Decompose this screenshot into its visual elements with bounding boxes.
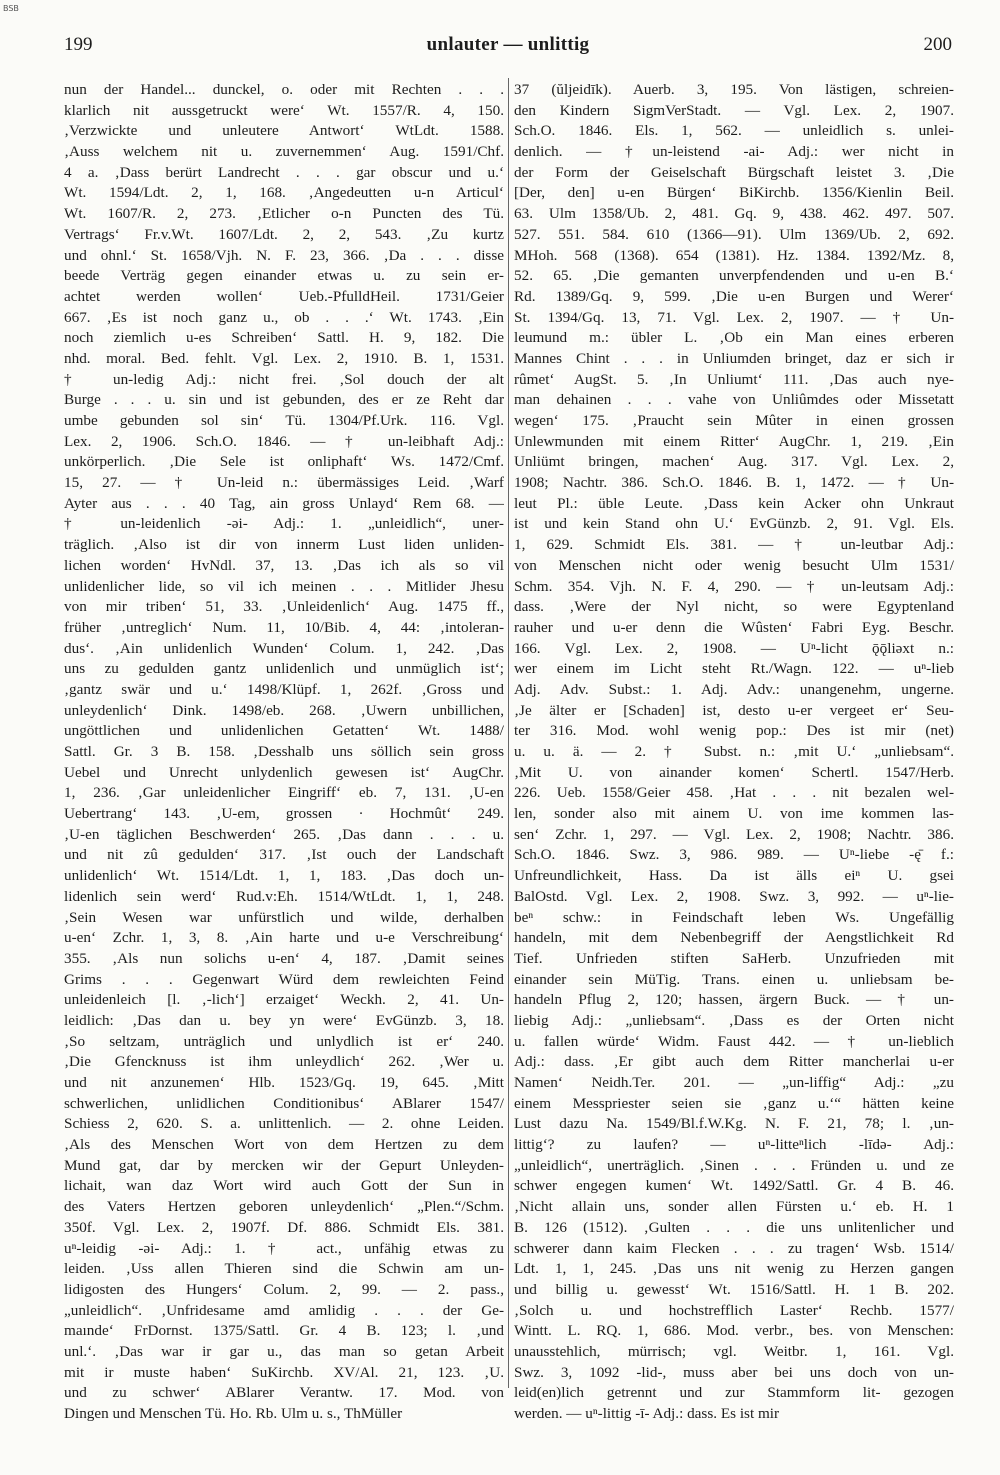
column-divider [508,78,509,1388]
text-line: 1, 629. Schmidt Els. 381. — † un-leutbar Adj.: [514,536,954,554]
text-line: noch ziemlich u-es Schreiben‘ Sattl. H. 9, 182. Die [64,329,504,347]
text-line: Unfreundlichkeit, Hass. Da ist älls eiⁿ U. gsei [514,867,954,885]
text-line: ‚Nicht allain uns, sonder allen Fürsten u.‘ eb. H. 1 [514,1198,954,1216]
text-line: leidlich: ‚Das dan u. bey yn were‘ EvGünzb. 3, 18. [64,1011,504,1029]
text-line: träglich. ‚Also ist dir von innerm Lust liden unliden- [64,536,504,554]
text-line: einem Messpriester seien sie ‚ganz u.‘“ hätten keine [514,1094,954,1112]
text-line: unlidenlich‘ Wt. 1514/Ldt. 1, 1, 183. ‚Das doch un- [64,867,504,885]
text-line: leut Pl.: üble Leute. ‚Dass kein Acker ohn Unkraut [514,494,954,512]
text-line: klarlich nit aussgetruckt were‘ Wt. 1557/R. 4, 150. [64,101,504,119]
text-line: St. 1394/Gq. 13, 71. Vgl. Lex. 2, 1907. — † Un- [514,308,954,326]
text-line: uns zu gedulden gantz unlidenlich und unmüglich ist‘; [64,660,504,678]
text-line: sen‘ Zchr. 1, 297. — Vgl. Lex. 2, 1908; Nachtr. 386. [514,825,954,843]
text-line: Swz. 3, 1092 -lid-, muss aber bei uns doch von un- [514,1363,954,1381]
text-line: unleydenlich‘ Dink. 1498/eb. 268. ‚Uwern unbillichen, [64,701,504,719]
text-line: 52. 65. ‚Die gemanten unverpfendenden und u-en B.‘ [514,267,954,285]
text-line: † un-ledig Adj.: nicht frei. ‚Sol douch der alt [64,370,504,388]
text-line: MHoh. 568 (1368). 654 (1381). Hz. 1384. 1392/Mz. 8, [514,246,954,264]
text-line: BalOstd. Vgl. Lex. 2, 1908. Swz. 3, 992. — uⁿ-lie- [514,887,954,905]
text-line: ‚U-en täglichen Beschwerden‘ 265. ‚Das dann . . . u. [64,825,504,843]
text-line: leid(en)lich getrennt und zur Stammform lit- gezogen [514,1384,954,1402]
text-line: ter 316. Mod. wohl wenig pop.: Des ist mir (net) [514,722,954,740]
library-stamp: BSB [3,4,19,13]
text-line: ‚Als des Menschen Wort von dem Hertzen zu dem [64,1136,504,1154]
text-line: Schiess 2, 620. S. a. unlittenlich. — 2. ohne Leiden. [64,1115,504,1133]
page-number-left: 199 [64,34,93,55]
text-line: den Kindern SigmVerStadt. — Vgl. Lex. 2, 1907. [514,101,954,119]
text-line: Vertrags‘ Fr.v.Wt. 1607/Ldt. 2, 2, 543. ‚Zu kurtz [64,225,504,243]
text-line: ‚Mit U. von ainander komen‘ Schertl. 1547/Herb. [514,763,954,781]
text-line: einander sein MüTig. Trans. einen u. unliebsam be- [514,970,954,988]
text-line: unausstehlich, mürrisch; vgl. Weitbr. 1, 161. Vgl. [514,1342,954,1360]
left-column [64,80,504,1455]
text-line: werden. — uⁿ-littig -ī- Adj.: dass. Es ist mir [514,1405,780,1422]
text-line: ‚Je älter er [Schaden] ist, desto u-er vergeet er‘ Seu- [514,701,954,719]
text-line: 63. Ulm 1358/Ub. 2, 481. Gq. 9, 438. 462. 497. 507. [514,205,954,223]
text-line: Uebel und Unrecht unlydenlich gewesen ist‘ AugChr. [64,763,504,781]
text-line: 527. 551. 584. 610 (1366—91). Ulm 1369/Ub. 2, 692. [514,225,954,243]
text-line: ist und kein Stand ohn U.‘ EvGünzb. 2, 91. Vgl. Els. [514,515,954,533]
text-line: Rd. 1389/Gq. 9, 599. ‚Die u-en Burgen und Werer‘ [514,287,954,305]
text-line: 4 a. ‚Dass berürt Landrecht . . . gar obscur und u.‘ [64,163,504,181]
text-line: der Form der Geiselschaft Bürgschaft leistet 3. ‚Die [514,163,954,181]
text-line: u. u. ä. — 2. † Subst. n.: ‚mit U.‘ „unliebsam“. [514,743,954,760]
text-line: Lust dazu Na. 1549/Bl.f.W.Kg. N. F. 21, 78; l. ‚un- [514,1115,954,1133]
text-line: [Der, den] u-en Bürgen‘ BiKirchb. 1356/Kienlin Beil. [514,184,954,202]
text-line: Mund gat, dar by mercken wir der Gepurt Unleyden- [64,1156,504,1174]
text-line: rûmet‘ AugSt. 5. ‚In Unliumt‘ 111. ‚Das auch nye- [514,370,954,388]
text-line: 226. Ueb. 1558/Geier 458. ‚Hat . . . nit bezalen wel- [514,784,954,802]
text-line: schwer engegen kumen‘ Wt. 1492/Sattl. Gr. 4 B. 46. [514,1177,954,1195]
text-line: man dehainen . . . vahe von Unliûmdes oder Missetatt [514,391,954,409]
text-line: littig‘? zu laufen? — uⁿ-litteⁿlich -līdə- Adj.: [514,1136,954,1154]
text-line: lichen worden‘ HvNdl. 37, 13. ‚Das ich als so vil [64,556,504,574]
text-line: Tief. Unfrieden stiften SaHerb. Unzufrieden mit [514,949,954,967]
text-line: † un-leidenlich -əi- Adj.: 1. „unleidlich“, uner- [64,515,504,533]
text-line: und nit anzunemen‘ Hlb. 1523/Gq. 19, 645. ‚Mitt [64,1074,504,1091]
text-line: Adj. Adv. Subst.: 1. Adj. Adv.: unangenehm, ungerne. [514,680,954,698]
text-line: 355. ‚Als nun solichs u-en‘ 4, 187. ‚Damit seines [64,949,504,967]
text-line: wer einem im Licht steht Rt./Wagn. 122. — uⁿ-lieb [514,660,954,678]
text-line: von mir triben‘ 51, 33. ‚Unleidenlich‘ Aug. 1475 ff., [64,598,504,616]
text-line: lichait, wan daz Wort wird auch Gott der Sun in [64,1177,504,1195]
text-line: beⁿ schw.: in Feindschaft leben Ws. Ungefällig [514,908,954,926]
text-line: leiden. ‚Uss allen Thieren sind die Schwin am un- [64,1260,504,1278]
text-line: Wt. 1594/Ldt. 2, 1, 168. ‚Angedeutten u-n Articul‘ [64,184,504,202]
text-line: nun der Handel... dunckel, o. oder mit Rechten . . . [64,81,504,98]
text-line: 350f. Vgl. Lex. 2, 1907f. Df. 886. Schmidt Els. 381. [64,1218,504,1236]
text-line: Grims . . . Gegenwart Würd dem rewleichten Feind [64,970,504,988]
right-column [514,80,954,1455]
text-line: Wintt. L. RQ. 1, 686. Mod. verbr., bes. von Menschen: [514,1322,954,1340]
text-line: denlich. — †un-leistend -ai- Adj.: wer nicht in [514,143,954,161]
text-line: 37 (ŭljeidīk). Auerb. 3, 195. Von lästigen, schreien- [514,81,954,98]
text-line: beede Verträg gegen einander etwas u. zu sein er- [64,267,504,285]
text-line: maınde‘ FrDornst. 1375/Sattl. Gr. 4 B. 123; l. ‚und [64,1322,504,1340]
text-line: u-en‘ Zchr. 1, 3, 8. ‚Ain harte und u-e Verschreibung‘ [64,929,504,947]
text-line: und nit zû gedulden‘ 317. ‚Ist ouch der Landschaft [64,846,504,864]
text-line: lidenlich sein werd‘ Rud.v:Eh. 1514/WtLdt. 1, 1, 248. [64,887,504,905]
text-line: ‚Verzwickte und unleutere Antwort‘ WtLdt. 1588. [64,122,504,140]
text-line: früher ‚untreglich‘ Num. 11, 10/Bib. 4, 44: ‚intoleran- [64,618,504,636]
text-line: handeln, mit dem Nebenbegriff der Aengstlichkeit Rd [514,929,954,947]
text-line: unl.‘. ‚Das war ir gar u., das man so getan Arbeit [64,1342,504,1360]
text-line: „unleidlich“. ‚Unfridesame amd amlidig . . . der Ge- [64,1301,504,1319]
text-line: lidigosten des Hungers‘ Colum. 2, 99. — 2. pass., [64,1280,504,1298]
text-line: und ohnl.‘ St. 1658/Vjh. N. F. 23, 366. ‚Da . . . disse [64,246,504,264]
text-line: ‚gantz swär und u.‘ 1498/Klüpf. 1, 262f. ‚Gross und [64,680,504,698]
text-line: ‚Die Gfencknuss ist ihm unleydlich‘ 262. ‚Wer u. [64,1053,504,1071]
text-line: unlidenlicher lide, so vil ich meinen . . . Mitlider Jhesu [64,577,504,595]
text-line: ‚Auss welchem nit u. zuvernemmen‘ Aug. 1591/Chf. [64,143,504,161]
text-line: dus‘. ‚Ain unlidenlich Wunden‘ Colum. 1, 242. ‚Das [64,639,504,657]
text-line: rauher und u-er denn die Wûsten‘ Fabri Eyg. Beschr. [514,618,954,636]
text-line: unkörperlich. ‚Die Sele ist onliphaft‘ Ws. 1472/Cmf. [64,453,504,471]
text-line: Sch.O. 1846. Els. 1, 562. — unleidlich s. unlei- [514,122,954,140]
text-line: und zu schwer‘ ABlarer Verantw. 17. Mod. von [64,1384,504,1402]
text-line: achtet werden wollen‘ Ueb.-PfulldHeil. 1731/Geier [64,287,504,305]
text-line: umbe gebunden sol sin‘ Tü. 1304/Pf.Urk. 116. Vgl. [64,412,504,429]
text-line: 15, 27. — † Un-leid n.: übermässiges Leid. ‚Warf [64,474,504,492]
text-line: Lex. 2, 1906. Sch.O. 1846. — † un-leibhaft Adj.: [64,432,504,450]
text-line: Wt. 1607/R. 2, 273. ‚Etlicher o-n Puncten des Tü. [64,205,504,223]
text-line: Mannes Chint . . . in Unliumden bringet, daz er sich ir [514,349,954,367]
text-line: uⁿ-leidig -əi- Adj.: 1. † act., unfähig etwas zu [64,1239,504,1257]
text-line: Uebertrang‘ 143. ‚U-em, grossen · Hochmût‘ 249. [64,805,504,823]
text-line: des Vaters Hertzen geboren unleydenlich‘ „Plen.“/Schm. [64,1198,504,1216]
text-line: Unlewmunden mit einem Ritter‘ AugChr. 1, 219. ‚Ein [514,432,954,450]
running-title: unlauter — unlittig [426,34,590,55]
text-line: B. 126 (1512). ‚Gulten . . . die uns unlitenlicher und [514,1218,954,1236]
text-line: Dingen und Menschen Tü. Ho. Rb. Ulm u. s., ThMüller [64,1405,403,1422]
text-line: unleidenleich [l. ‚-lich‘] erzaiget‘ Weckh. 2, 41. Un- [64,991,504,1009]
text-line: ‚Sein Wesen war unfürstlich und wilde, derhalben [64,908,504,926]
text-line: schwerer dann kaim Flecken . . . zu tragen‘ Wsb. 1514/ [514,1239,954,1257]
text-line: len, sonder also mit ainem U. von ime kommen las- [514,805,954,823]
text-line: liebig Adj.: „unliebsam“. ‚Dass es der Orten nicht [514,1011,954,1029]
text-line: ‚So seltzam, unträglich und unlydlich ist er‘ 240. [64,1032,504,1050]
text-line: nhd. moral. Bed. fehlt. Vgl. Lex. 2, 1910. B. 1, 1531. [64,349,504,367]
text-line: Ldt. 1, 1, 245. ‚Das uns nit wenig zu Herzen gangen [514,1260,954,1278]
text-line: wegen‘ 175. ‚Praucht sein Mûter in einen grossen [514,412,954,429]
text-line: Sattl. Gr. 3 B. 158. ‚Desshalb uns söllich sein gross [64,743,504,760]
text-line: u. fallen würde‘ Widm. Faust 442. — † un-lieblich [514,1032,954,1050]
text-line: Adj.: dass. ‚Er gibt auch dem Ritter mancherlai u-er [514,1053,954,1071]
page-header [64,34,952,58]
text-line: ungöttlichen und unlidenlichen Getatten‘ Wt. 1488/ [64,722,504,740]
text-line: Schm. 354. Vjh. N. F. 4, 290. — † un-leutsam Adj.: [514,577,954,595]
text-line: Ayter aus . . . 40 Tag, ain gross Unlayd‘ Rem 68. — [64,494,504,512]
text-line: Burge . . . u. sin und ist gebunden, des er ze Reht dar [64,391,504,409]
text-line: und billig u. gewesst‘ Wt. 1516/Sattl. H. 1 B. 202. [514,1280,954,1298]
text-line: leumund m.: übler L. ‚Ob ein Man eines erberen [514,329,954,347]
page-number-right: 200 [923,34,952,55]
text-line: schwerlichen, unlidlichen Conditionibus‘ ABlarer 1547/ [64,1094,504,1112]
text-line: 166. Vgl. Lex. 2, 1908. — Uⁿ-licht ǭǭliəxt n.: [514,639,954,657]
text-line: Namen‘ Neidh.Ter. 201. — „un-liffig“ Adj.: „zu [514,1074,954,1091]
text-line: ‚Solch u. und hochstrefflich Laster‘ Rechb. 1577/ [514,1301,954,1319]
text-line: Unliümt bringen, machen‘ Aug. 317. Vgl. Lex. 2, [514,453,954,471]
text-line: handeln Pflug 2, 120; hassen, ärgern Buck. — † un- [514,991,954,1009]
text-line: mit ir muste haben‘ SuKirchb. XV/Al. 21, 123. ‚U. [64,1363,504,1381]
text-line: 667. ‚Es ist noch ganz u., ob . . .‘ Wt. 1743. ‚Ein [64,308,504,326]
text-line: 1908; Nachtr. 386. Sch.O. 1846. B. 1, 1472. — † Un- [514,474,954,492]
text-line: 1, 236. ‚Gar unleidenlicher Eingriff‘ eb. 7, 131. ‚U-en [64,784,504,802]
text-line: „unleidlich“, unerträglich. ‚Sinen . . . Fründen u. und ze [514,1156,954,1174]
text-line: dass. ‚Were der Nyl nicht, so were Egyptenland [514,598,954,616]
text-line: von Menschen nicht oder wenig besucht Ulm 1531/ [514,556,954,574]
text-line: Sch.O. 1846. Swz. 3, 986. 989. — Uⁿ-liebe -ę̄ f.: [514,846,954,864]
